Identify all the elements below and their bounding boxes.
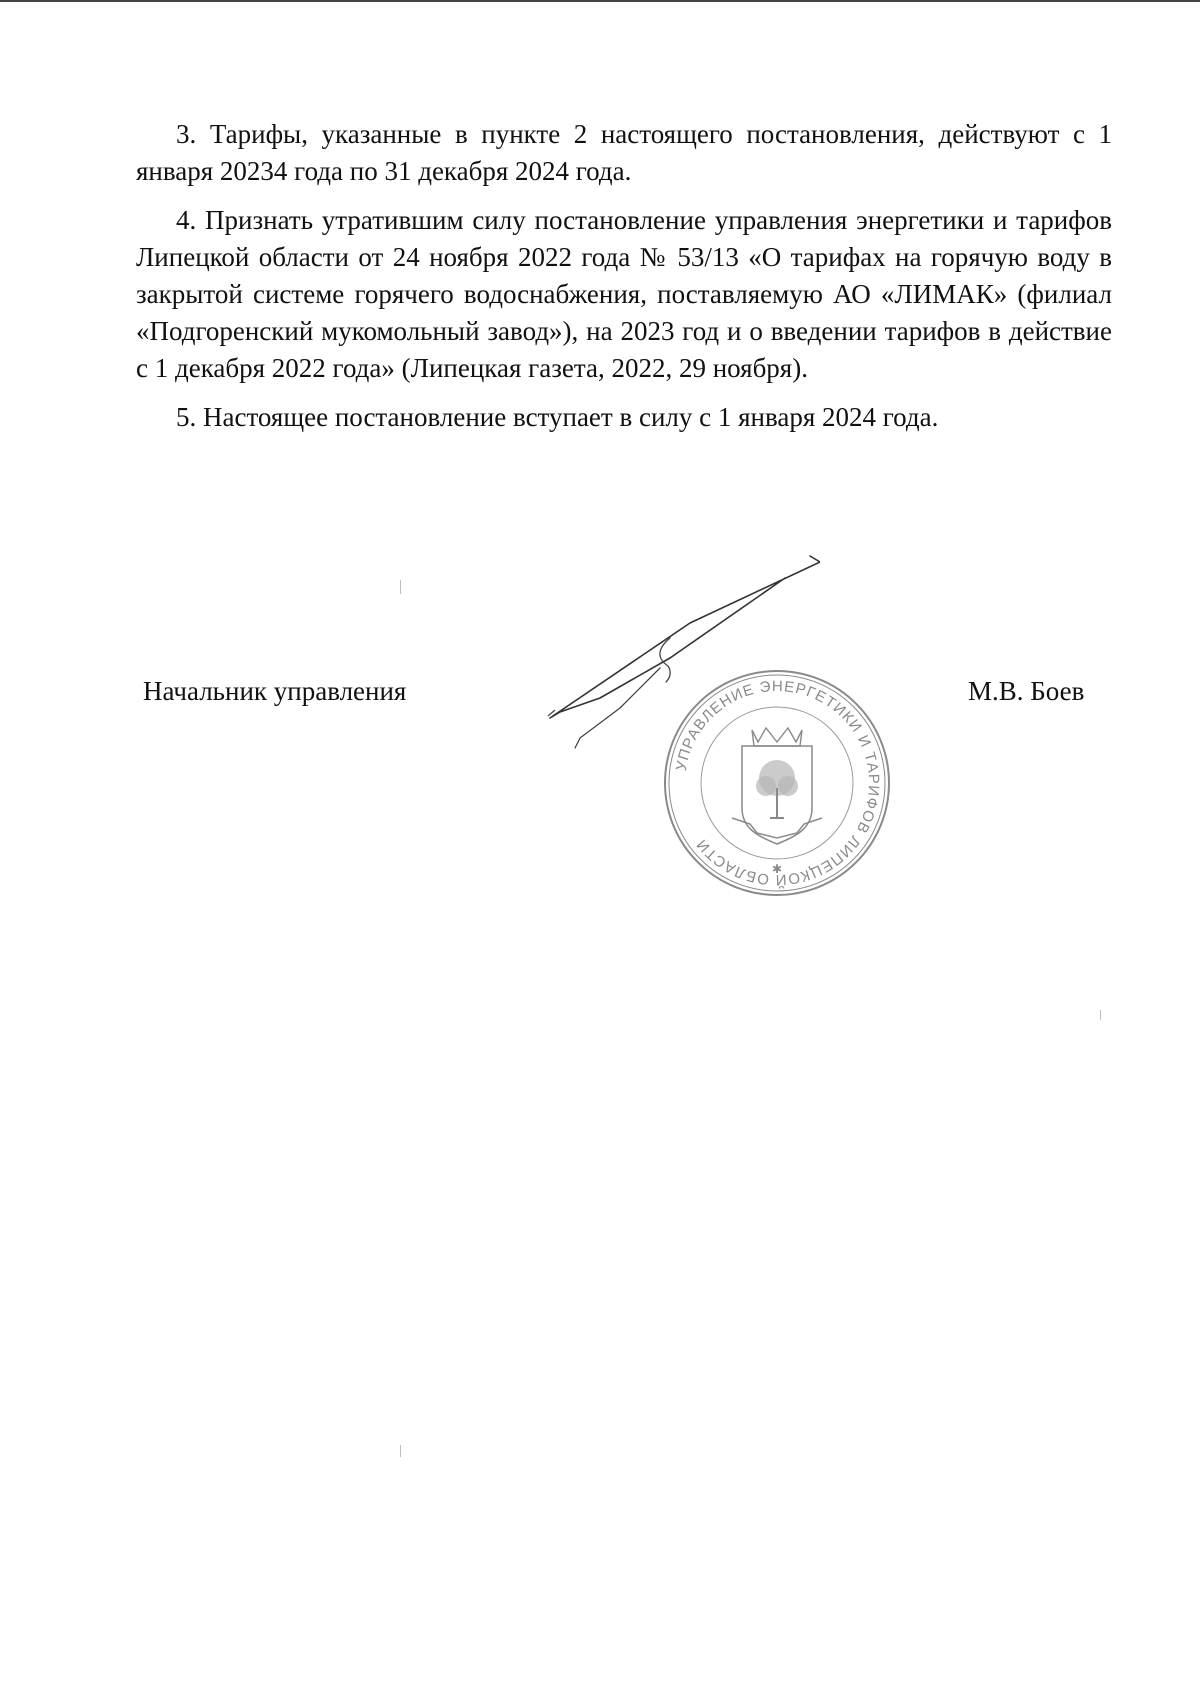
paragraph-3: 3. Тарифы, указанные в пункте 2 настоящего постановления, действуют с 1 января 20234 года по 31 декабря 2024 года. <box>136 119 1112 186</box>
scan-artifact-line <box>400 580 401 594</box>
scan-artifact-line <box>400 1445 401 1457</box>
scan-top-border <box>0 0 1200 2</box>
paragraph-4: 4. Признать утратившим силу постановление управления энергетики и тарифов Липецкой области от 24 ноября 2022 года № 53/13 «О тарифах на горячую воду в закрытой системе горячего водоснабжения, поставляемую АО «ЛИМАК» (филиал «Подгоренский мукомольный завод»), на 2023 год и о введении тарифов в действие с 1 декабря 2022 года» (Липецкая газета, 2022, 29 ноября). <box>136 205 1112 383</box>
signatory-name: М.В. Боев <box>968 676 1085 706</box>
seal-star-icon: ✱ <box>771 862 783 876</box>
coat-of-arms-icon <box>732 728 822 844</box>
signatory-title: Начальник управления <box>143 676 407 706</box>
document-body <box>136 116 1112 448</box>
official-seal <box>662 668 892 898</box>
scan-artifact-line <box>1100 1010 1101 1020</box>
paragraph-5: 5. Настоящее постановление вступает в силу с 1 января 2024 года. <box>176 402 939 432</box>
seal-text: УПРАВЛЕНИЕ ЭНЕРГЕТИКИ И ТАРИФОВ ЛИПЕЦКОЙ ОБЛАСТИ <box>672 677 883 889</box>
